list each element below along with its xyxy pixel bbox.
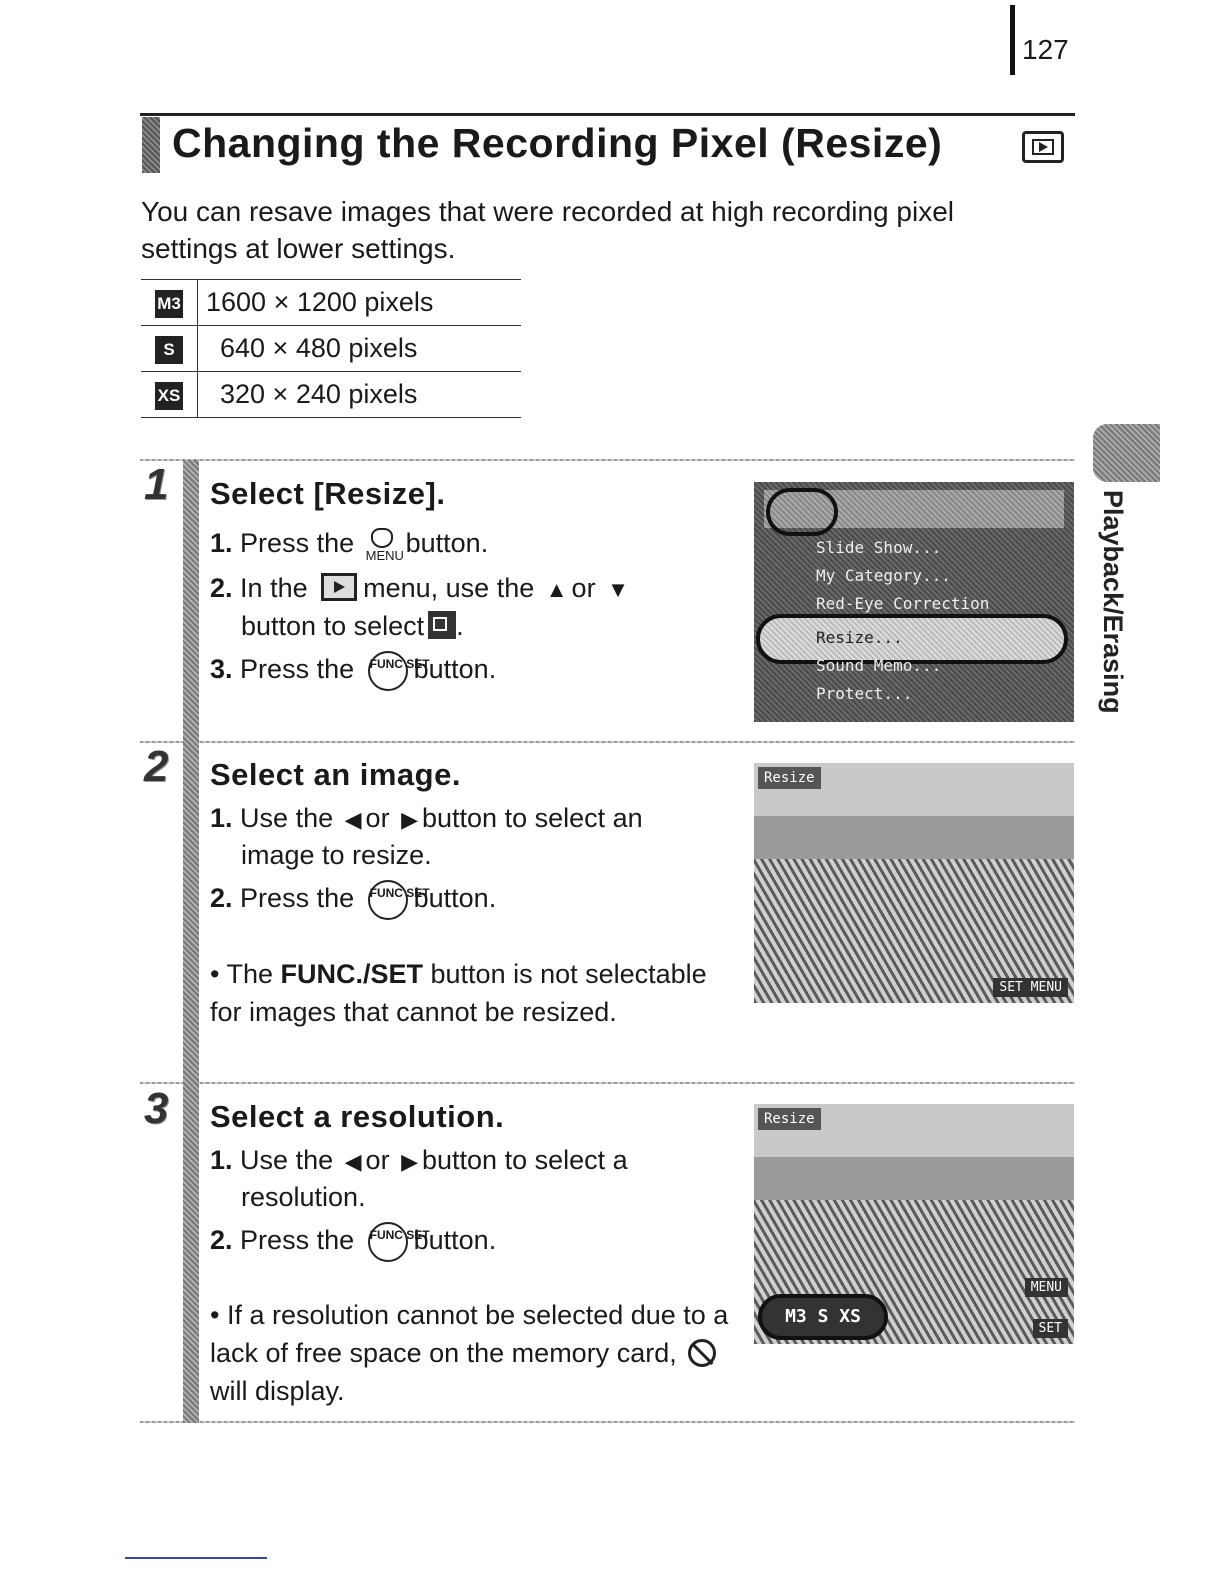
playback-menu-icon — [321, 573, 357, 601]
menu-item: My Category... — [816, 566, 951, 585]
resolution-xs-icon: XS — [155, 382, 183, 410]
playback-mode-icon — [1022, 131, 1064, 163]
step-title: Select [Resize]. — [210, 476, 446, 511]
step-title: Select an image. — [210, 757, 461, 792]
footer-rule — [125, 1557, 267, 1559]
image-select-screenshot — [754, 763, 1074, 1003]
step-instruction: 1. Press the MENU button. — [210, 528, 489, 563]
resolution-options: M3 S XS — [758, 1294, 888, 1340]
step-number: 2 — [144, 742, 169, 791]
title-marker — [142, 117, 160, 173]
step-number: 1 — [144, 460, 169, 509]
page-number: 127 — [1022, 34, 1069, 65]
down-arrow-icon: ▼ — [607, 577, 629, 602]
set-label: SET — [1033, 1319, 1068, 1338]
table-row — [141, 280, 521, 326]
step-number: 3 — [144, 1084, 169, 1133]
resize-badge: Resize — [758, 767, 821, 789]
step-instruction: 2. Press the FUNC SETbutton. — [210, 880, 496, 920]
right-arrow-icon: ▶ — [401, 807, 418, 832]
func-set-button-icon: FUNC SET — [368, 651, 408, 691]
func-set-button-icon: FUNC SET — [368, 880, 408, 920]
menu-label: MENU — [1025, 1278, 1068, 1297]
playback-tab-highlight — [766, 488, 838, 536]
step-instruction: image to resize. — [241, 840, 432, 870]
step-divider — [140, 459, 1075, 461]
camera-menu-screenshot — [754, 482, 1074, 722]
chapter-label — [1088, 490, 1132, 740]
menu-item: Slide Show... — [816, 538, 942, 557]
step-instruction: 2. Press the FUNC SETbutton. — [210, 1222, 496, 1262]
step-instruction: resolution. — [241, 1182, 366, 1212]
menu-item: Protect... — [816, 684, 913, 703]
menu-item-selected: Resize... — [816, 628, 903, 647]
chapter-label-text: Playback/Erasing — [1098, 490, 1128, 714]
table-cell: 320 × 240 pixels — [198, 372, 522, 418]
menu-button-icon: MENU — [368, 528, 398, 554]
step-title: Select a resolution. — [210, 1099, 505, 1134]
step-note: • The FUNC./SET button is not selectable for images that cannot be resized. — [210, 959, 707, 1027]
func-set-button-icon: FUNC SET — [368, 1222, 408, 1262]
step-instruction: 1. Use the ◀ or ▶ button to select an — [210, 803, 643, 833]
table-cell: 640 × 480 pixels — [198, 326, 522, 372]
resize-icon — [428, 611, 456, 639]
table-row — [141, 372, 521, 418]
step-divider — [140, 1421, 1075, 1423]
chapter-tab — [1093, 424, 1160, 482]
intro-text: You can resave images that were recorded at high recording pixel settings at lower settings. — [141, 196, 954, 264]
resolution-select-screenshot — [754, 1104, 1074, 1344]
step-instruction: 1. Use the ◀ or ▶ button to select a — [210, 1145, 628, 1175]
left-arrow-icon: ◀ — [344, 1149, 362, 1174]
resize-badge: Resize — [758, 1108, 821, 1130]
table-row — [141, 326, 521, 372]
step-instruction: button to select . — [241, 611, 464, 641]
step-instruction: 3. Press the FUNC SETbutton. — [210, 651, 496, 691]
table-cell: 1600 × 1200 pixels — [198, 280, 522, 326]
step-bar — [183, 460, 199, 1423]
menu-item: Sound Memo... — [816, 656, 942, 675]
resolution-m3-icon: M3 — [155, 290, 183, 318]
prohibited-icon — [688, 1339, 716, 1367]
page-title: Changing the Recording Pixel (Resize) — [172, 120, 943, 166]
step-divider — [140, 1082, 1075, 1084]
title-rule — [140, 113, 1075, 116]
resolution-table — [141, 279, 521, 418]
right-arrow-icon: ▶ — [401, 1149, 418, 1174]
step-divider — [140, 741, 1075, 743]
menu-item: Red-Eye Correction — [816, 594, 990, 613]
left-arrow-icon: ◀ — [344, 807, 362, 832]
up-arrow-icon: ▲ — [545, 577, 568, 602]
resolution-s-icon: S — [155, 336, 183, 364]
step-note: • If a resolution cannot be selected due to a lack of free space on the memory card, will display. — [210, 1300, 729, 1406]
step-instruction: 2. In the menu, use the ▲ or ▼ — [210, 573, 629, 603]
screen-controls: SET MENU — [993, 978, 1068, 997]
page-number-bar — [1010, 5, 1015, 75]
